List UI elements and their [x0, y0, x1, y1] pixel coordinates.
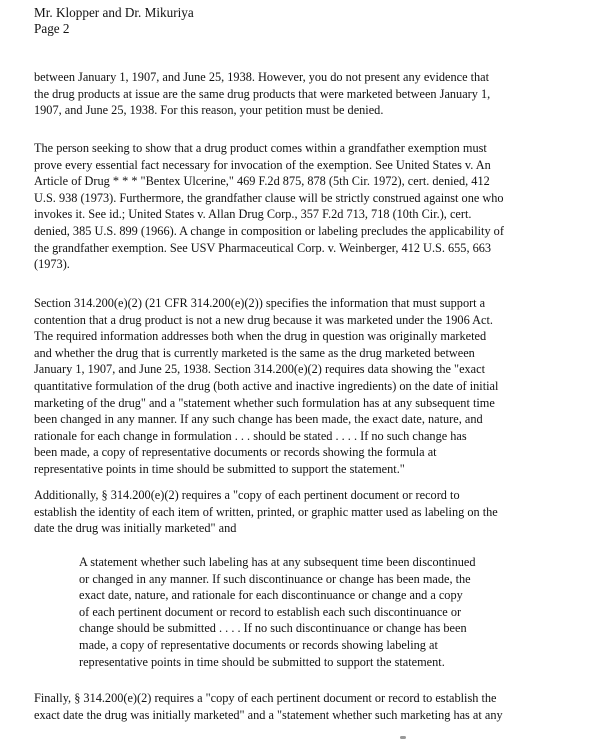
text-line: rationale for each change in formulation . . . should be stated . . . . If no such change has [34, 428, 467, 443]
text-line: (1973). [34, 257, 70, 272]
text-line: between January 1, 1907, and June 25, 1938. However, you do not present any evidence that [34, 70, 490, 84]
text-line: of each pertinent document or record to establish each such discontinuance or [79, 604, 462, 619]
text-line: marketing of the drug" and a "statement whether such formulation has at any subsequent time [34, 395, 495, 410]
text-line: Additionally, § 314.200(e)(2) requires a "copy of each pertinent document or record to [34, 488, 460, 502]
text-line: The person seeking to show that a drug product comes within a grandfather exemption must [34, 141, 487, 155]
text-line: and whether the drug that is currently marketed is the same as the drug marketed between [34, 345, 475, 360]
text-line: Finally, § 314.200(e)(2) requires a "copy of each pertinent document or record to establish the [34, 691, 497, 705]
text-line: representative points in time should be submitted to support the statement." [34, 461, 405, 476]
paragraph-grandfather-exemption [34, 140, 582, 273]
text-line: U.S. 938 (1973). Furthermore, the grandfather clause will be strictly construed against one who [34, 190, 504, 205]
text-line: exact date the drug was initially marketed" and a "statement whether such marketing has at any [34, 707, 503, 722]
text-line: representative points in time should be submitted to support the statement. [79, 654, 445, 669]
letter-header [34, 5, 194, 37]
paragraph-marketing-date [34, 690, 582, 723]
text-line: invokes it. See id.; United States v. Allan Drug Corp., 357 F.2d 713, 718 (10th Cir.), cert. [34, 207, 472, 222]
text-line: or changed in any manner. If such discontinuance or change has been made, the [79, 571, 471, 586]
paragraph-labeling-requirement [34, 487, 582, 537]
block-quote-labeling [79, 554, 569, 670]
text-line: change should be submitted . . . . If no such discontinuance or change has been [79, 621, 467, 636]
text-line: The required information addresses both when the drug in question was originally marketed [34, 329, 487, 344]
text-line: establish the identity of each item of written, printed, or graphic matter used as labeling on the [34, 504, 498, 519]
text-line: been made, a copy of representative documents or records showing the formula at [34, 445, 437, 460]
scan-smudge-mark [400, 736, 406, 739]
text-line: exact date, nature, and rationale for each discontinuance or change and a copy [79, 588, 463, 603]
text-line: A statement whether such labeling has at any subsequent time been discontinued [79, 555, 476, 569]
paragraph-section-314-200 [34, 295, 582, 478]
page-number: Page 2 [34, 21, 70, 36]
text-line: 1907, and June 25, 1938. For this reason, your petition must be denied. [34, 103, 384, 118]
text-line: the grandfather exemption. See USV Pharmaceutical Corp. v. Weinberger, 412 U.S. 655, 663 [34, 240, 492, 255]
text-line: been changed in any manner. If any such change has been made, the exact date, nature, and [34, 412, 483, 427]
text-line: prove every essential fact necessary for invocation of the exemption. See United States v. An [34, 157, 491, 172]
text-line: Section 314.200(e)(2) (21 CFR 314.200(e)(2)) specifies the information that must support a [34, 296, 486, 310]
text-line: Article of Drug * * * "Bentex Ulcerine," 469 F.2d 875, 878 (5th Cir. 1972), cert. denied, 412 [34, 174, 490, 189]
paragraph-evidence-denial [34, 69, 582, 119]
addressee-line: Mr. Klopper and Dr. Mikuriya [34, 5, 194, 20]
text-line: denied, 385 U.S. 899 (1966). A change in composition or labeling precludes the applicability of [34, 223, 504, 238]
text-line: the drug products at issue are the same drug products that were marketed between January 1, [34, 86, 491, 101]
text-line: date the drug was initially marketed" and [34, 521, 237, 536]
text-line: contention that a drug product is not a new drug because it was marketed under the 1906 Act. [34, 312, 493, 327]
text-line: January 1, 1907, and June 25, 1938. Section 314.200(e)(2) requires data showing the "exact [34, 362, 486, 377]
text-line: made, a copy of representative documents or records showing labeling at [79, 637, 438, 652]
text-line: quantitative formulation of the drug (both active and inactive ingredients) on the date of initial [34, 378, 499, 393]
